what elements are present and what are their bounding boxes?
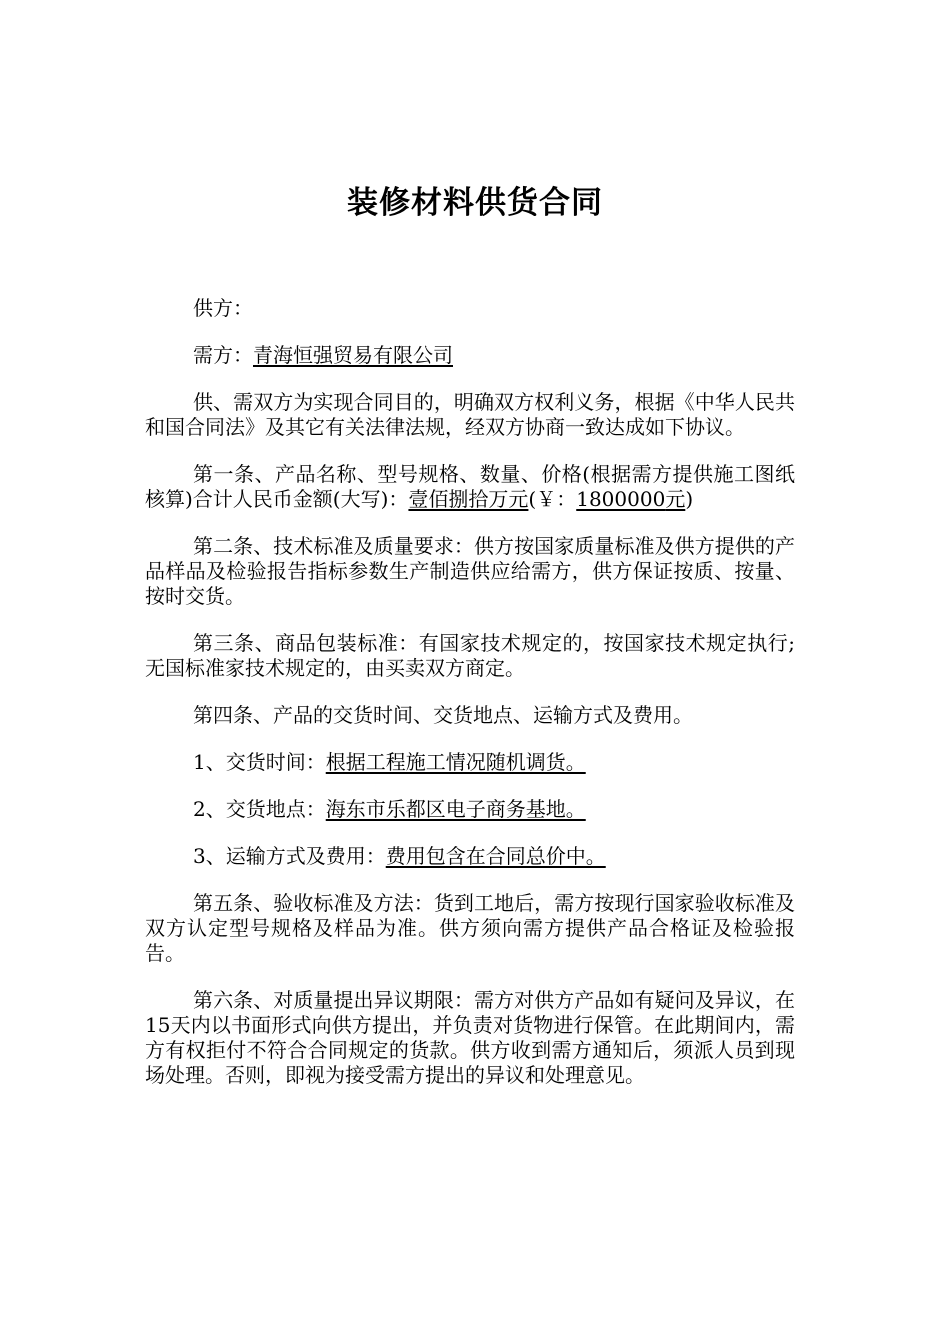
- delivery-location: [145, 797, 795, 822]
- transport-fee: [145, 844, 795, 869]
- document-title: 装修材料供货合同: [347, 185, 603, 221]
- amount-open: (￥：: [528, 487, 577, 511]
- intro-paragraph: 供、需双方为实现合同目的，明确双方权利义务，根据《中华人民共和国合同法》及其它有关法律法规，经双方协商一致达成如下协议。: [145, 390, 795, 439]
- delivery-location-value: 海东市乐都区电子商务基地。: [325, 797, 586, 821]
- transport-fee-label: 3、运输方式及费用：: [193, 844, 386, 868]
- supplier-line: [145, 296, 795, 321]
- article-5: 第五条、验收标准及方法：货到工地后，需方按现行国家验收标准及双方认定型号规格及样品为准。供方须向需方提供产品合格证及检验报告。: [145, 891, 795, 965]
- article-6: 第六条、对质量提出异议期限：需方对供方产品如有疑问及异议，在15天内以书面形式向供方提出，并负责对货物进行保管。在此期间内，需方有权拒付不符合合同规定的货款。供方收到需方通知后，须派人员到现场处理。否则，即视为接受需方提出的异议和处理意见。: [145, 988, 795, 1087]
- article-1: [145, 462, 795, 512]
- article-3: 第三条、商品包装标准：有国家技术规定的，按国家技术规定执行;无国标准家技术规定的，由买卖双方商定。: [145, 631, 795, 680]
- article-2: 第二条、技术标准及质量要求：供方按国家质量标准及供方提供的产品样品及检验报告指标参数生产制造供应给需方，供方保证按质、按量、按时交货。: [145, 534, 795, 608]
- delivery-time: [145, 750, 795, 775]
- buyer-line: [145, 343, 795, 368]
- delivery-time-value: 根据工程施工情况随机调货。: [325, 750, 586, 774]
- supplier-label: 供方：: [193, 296, 253, 320]
- delivery-time-label: 1、交货时间：: [193, 750, 326, 774]
- transport-fee-value: 费用包含在合同总价中。: [385, 844, 606, 868]
- article-4-heading: 第四条、产品的交货时间、交货地点、运输方式及费用。: [193, 703, 693, 727]
- amount-number: 1800000: [576, 487, 666, 511]
- article-1-text: 第一条、产品名称、型号规格、数量、价格(根据需方提供施工图纸核算)合计人民币金额(大写)：: [145, 462, 795, 511]
- buyer-name: 青海恒强贸易有限公司: [253, 343, 453, 367]
- amount-close: ): [685, 487, 694, 511]
- amount-unit: 元: [665, 487, 686, 511]
- document-body: [145, 296, 795, 1110]
- amount-words: 壹佰捌拾万元: [408, 487, 529, 511]
- buyer-label: 需方：: [193, 343, 253, 367]
- delivery-location-label: 2、交货地点：: [193, 797, 326, 821]
